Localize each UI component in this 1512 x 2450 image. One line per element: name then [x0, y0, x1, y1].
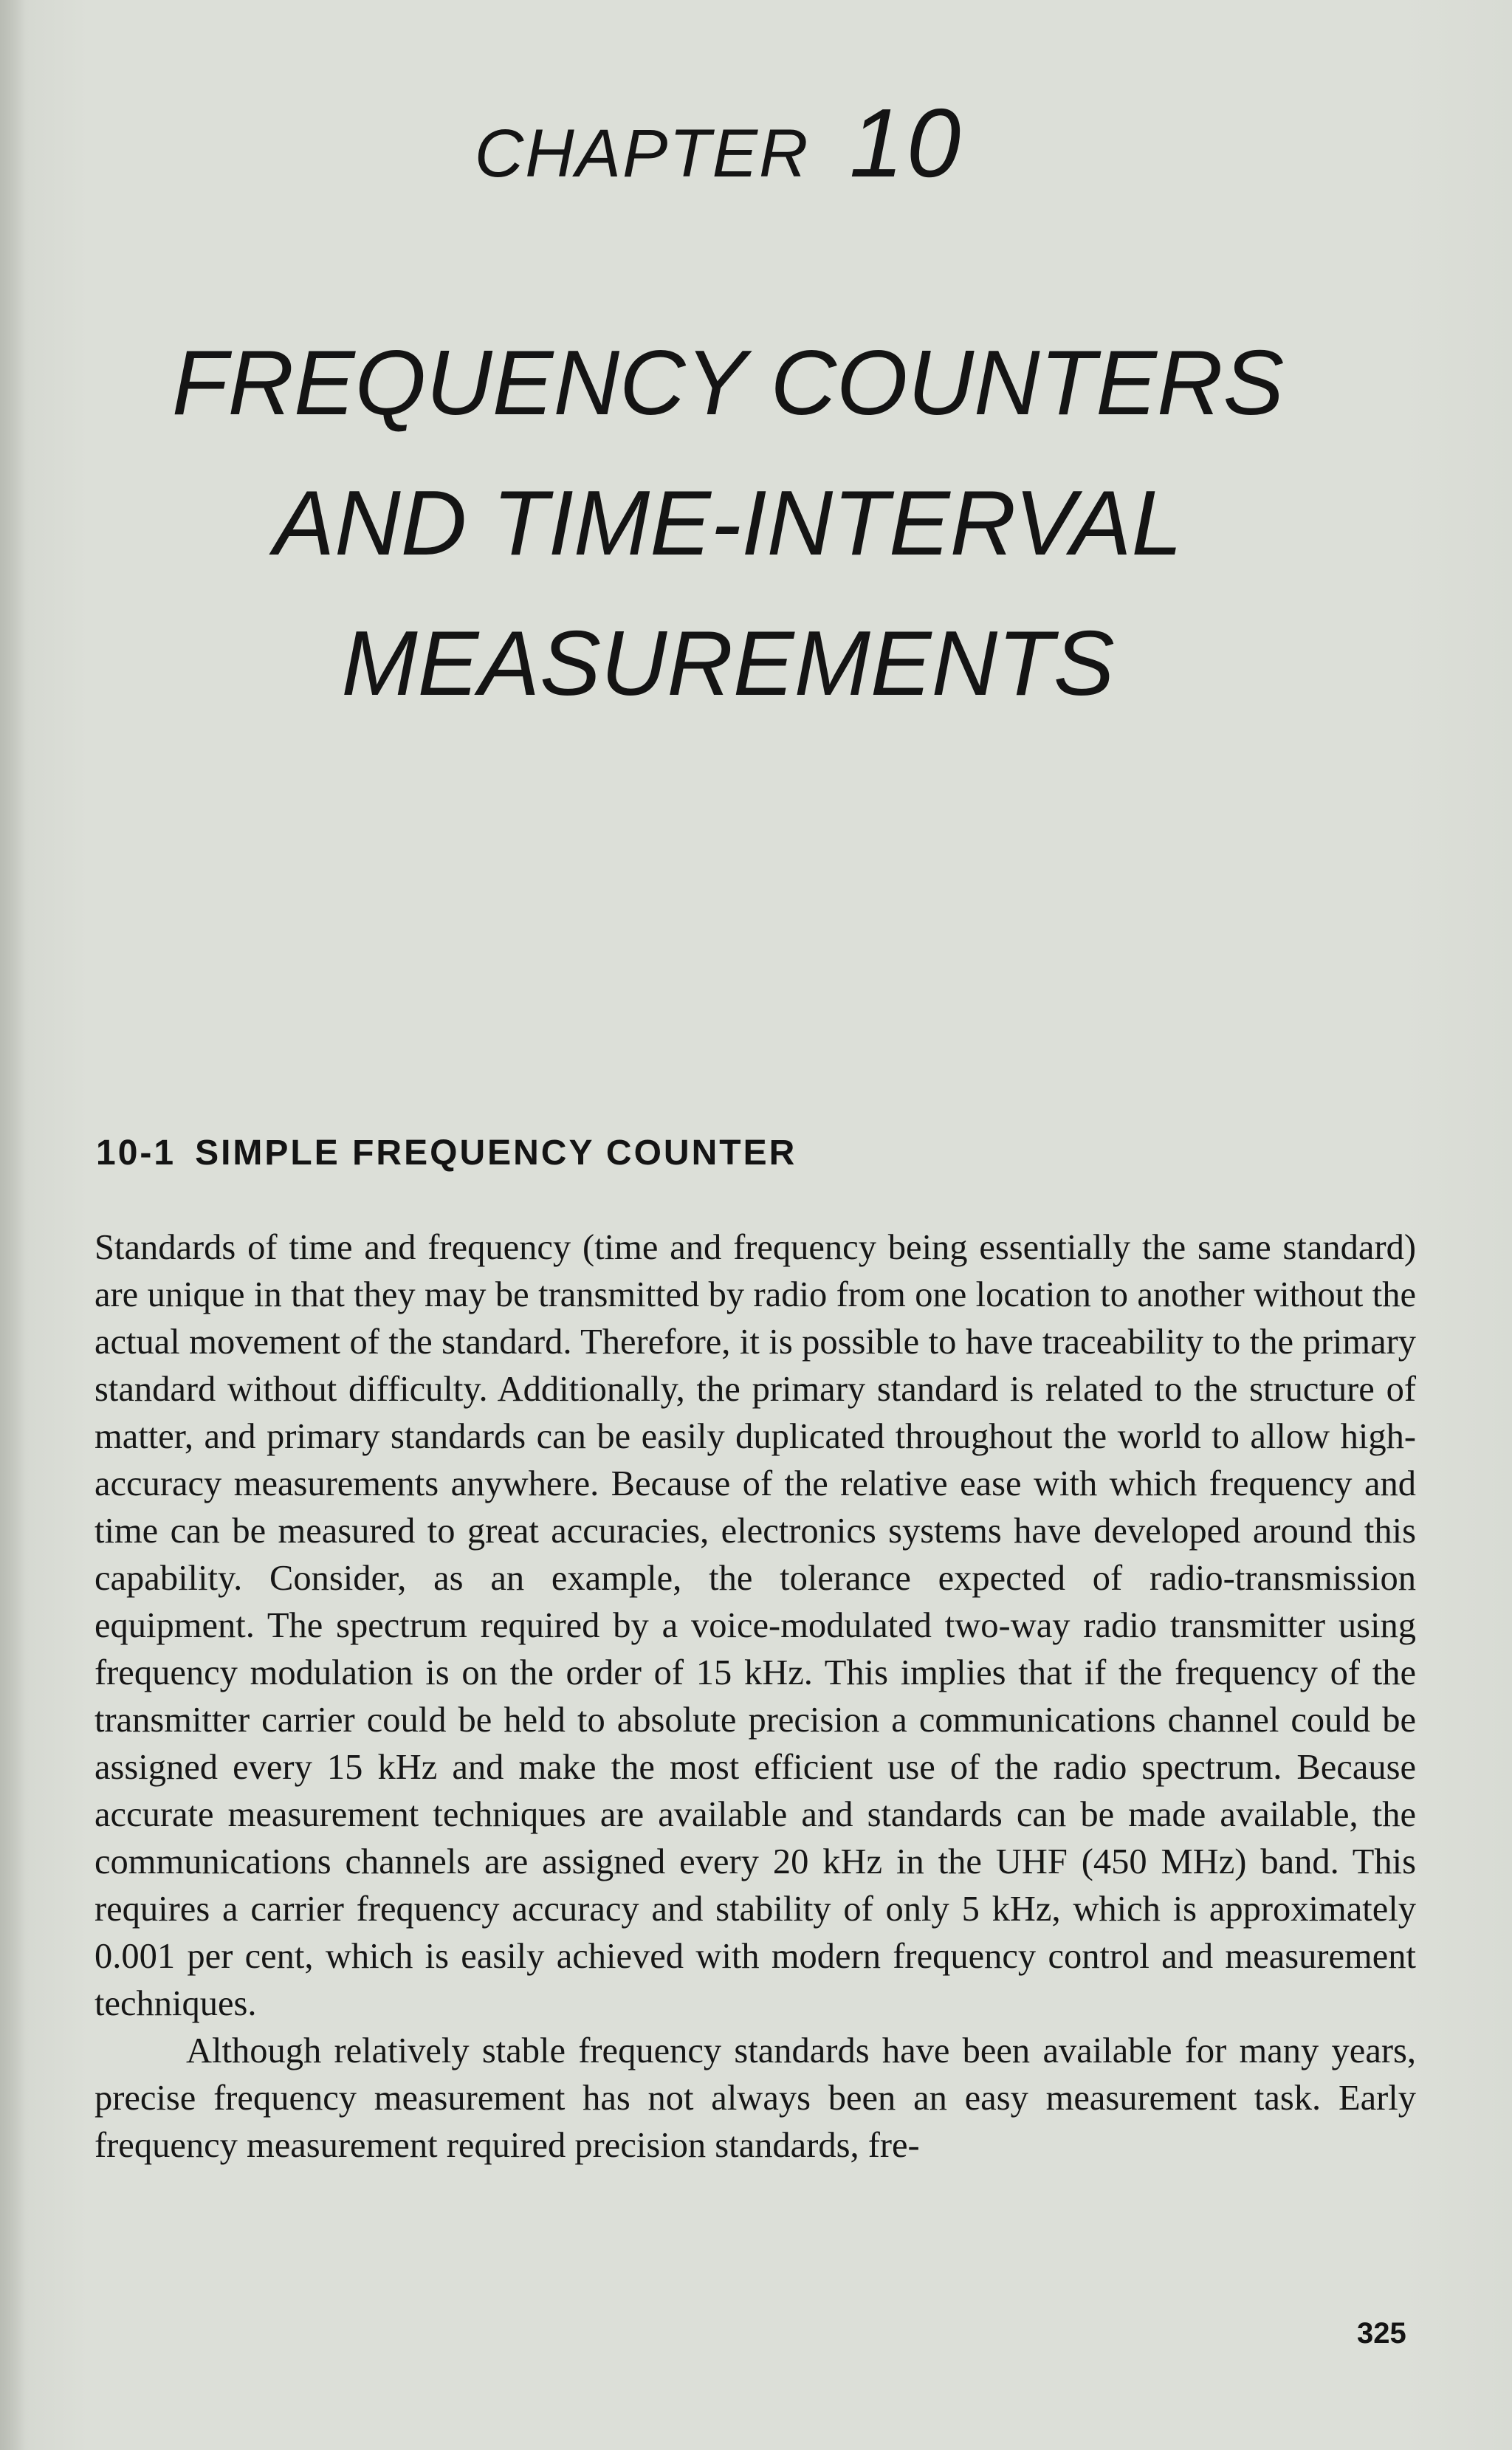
- page-number: 325: [1357, 2317, 1406, 2350]
- chapter-number: 10: [849, 89, 964, 197]
- section-heading: [96, 1133, 797, 1173]
- chapter-label: [0, 87, 1475, 199]
- body-text: [94, 1224, 1416, 2169]
- chapter-word: CHAPTER: [474, 116, 810, 191]
- chapter-title-line-1: FREQUENCY COUNTERS: [171, 332, 1285, 434]
- paragraph-1: Standards of time and frequency (time and frequency being essentially the same standard) are unique in that they may be transmitted by radio from one location to another without the actual movement of the standard. Therefore, it is possible to have traceability to the primary standard without difficulty. Additionally, the primary standard is related to the structure of matter, and primary standards can be easily duplicated throughout the world to allow high-accuracy measurements anywhere. Because of the relative ease with which frequency and time can be measured to great accuracies, electronics systems have developed around this capability. Consider, as an example, the tolerance expected of radio-transmission equipment. The spectrum required by a voice-modulated two-way radio transmitter using frequency modulation is on the order of 15 kHz. This implies that if the frequency of the transmitter carrier could be held to absolute precision a communications channel could be assigned every 15 kHz and make the most efficient use of the radio spectrum. Because accurate measurement techniques are available and standards can be made available, the communications channels are assigned every 20 kHz in the UHF (450 MHz) band. This requires a carrier frequency accuracy and stability of only 5 kHz, which is approximately 0.001 per cent, which is easily achieved with modern frequency control and measurement techniques.: [94, 1228, 1416, 2023]
- chapter-title: [0, 313, 1484, 734]
- chapter-title-line-2: AND TIME-INTERVAL: [273, 473, 1183, 574]
- paragraph-2: Although relatively stable frequency standards have been available for many years, precise frequency measurement has not always been an easy measurement task. Early frequency measurement required precision standards, fre-: [94, 2031, 1416, 2165]
- section-number: 10-1: [96, 1133, 176, 1173]
- section-title: SIMPLE FREQUENCY COUNTER: [195, 1133, 797, 1173]
- chapter-title-line-3: MEASUREMENTS: [341, 613, 1115, 715]
